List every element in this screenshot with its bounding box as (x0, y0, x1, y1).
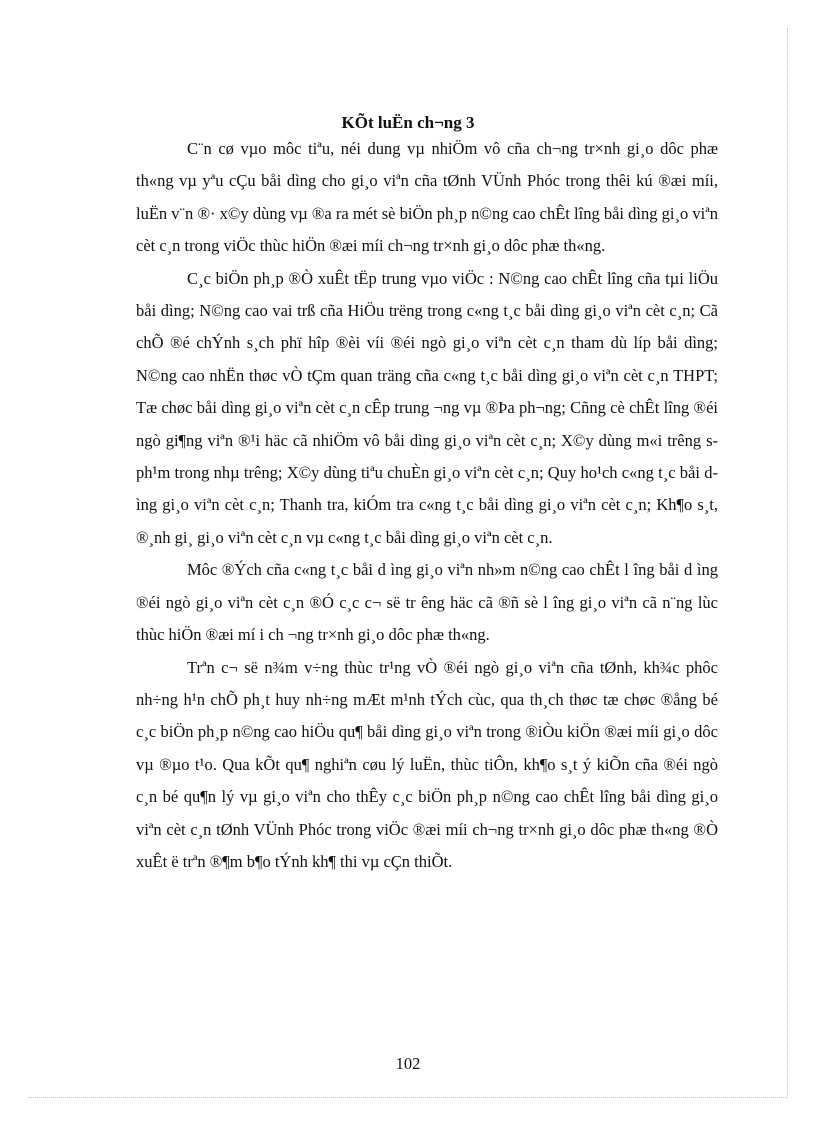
paragraph-2: C¸c biÖn ph¸p ®Ò xuÊt tËp trung vµo viÖc : N©ng cao chÊt lîng cña tµi liÖu båi dìng; N©ng cao vai trß cña HiÖu trëng trong c«ng t¸c båi dìng gi¸o viªn cèt c¸n; Cã chÕ ®é chÝnh s¸ch phï hîp ®èi víi ®éi ngò gi¸o viªn cèt c¸n tham dù líp båi dìng; N©ng cao nhËn thøc vÒ tÇm quan träng cña c«ng t¸c båi dìng gi¸o viªn cèt c¸n THPT; Tæ chøc båi dìng gi¸o viªn cèt c¸n cÊp trung ¬ng vµ ®Þa ph¬ng; Cñng cè chÊt lîng ®éi ngò gi¶ng viªn ®¹i häc cã nhiÖm vô båi dìng gi¸o viªn cèt c¸n; X©y dùng m«i trêng s ph¹m trong nhµ trêng; X©y dùng tiªu chuÈn gi¸o viªn cèt c¸n; Quy ho¹ch c«ng t¸c båi dìng gi¸o viªn cèt c¸n; Thanh tra, kiÓm tra c«ng t¸c båi dìng gi¸o viªn cèt c¸n; Kh¶o s¸t, ®¸nh gi¸ gi¸o viªn cèt c¸n vµ c«ng t¸c båi dìng gi¸o viªn cèt c¸n. (136, 268, 718, 547)
paragraph-4: Trªn c¬ së n¾m v÷ng thùc tr¹ng vÒ ®éi ngò gi¸o viªn cña tØnh, kh¾c phôc nh÷ng h¹n chÕ ph¸t huy nh÷ng mÆt m¹nh tÝch cùc, qua th¸ch thøc tæ chøc ®ång bé c¸c biÖn ph¸p n©ng cao hiÖu qu¶ båi dìng gi¸o viªn trong ®iÒu kiÖn ®æi míi gi¸o dôc vµ ®µo t¹o. Qua kÕt qu¶ nghiªn cøu lý luËn, thùc tiÔn, kh¶o s¸t ý kiÕn cña ®éi ngò c¸n bé qu¶n lý vµ gi¸o viªn cho thÊy c¸c biÖn ph¸p n©ng cao chÊt lîng båi dìng gi¸o viªn cèt c¸n tØnh VÜnh Phóc trong viÖc ®æi míi ch¬ng tr×nh gi¸o dôc phæ th«ng ®Ò xuÊt ë trªn ®¶m b¶o tÝnh kh¶ thi vµ cÇn thiÕt. (136, 657, 718, 871)
page-number: 102 (395, 1054, 421, 1073)
document-body (136, 133, 718, 878)
paragraph-3: Môc ®Ých cña c«ng t¸c båi d ìng gi¸o viªn nh»m n©ng cao chÊt l îng båi d ìng ®éi ngò gi¸o viªn cèt c¸n ®Ó c¸c c¬ së tr êng häc cã ®ñ sè l îng gi¸o viªn cã n¨ng lùc thùc hiÖn ®æi mí i ch ¬ng tr×nh gi¸o dôc phæ th«ng. (136, 560, 718, 645)
chapter-conclusion-title: KÕt luËn ch¬ng 3 (341, 113, 475, 133)
paragraph-1: C¨n cø vµo môc tiªu, néi dung vµ nhiÖm vô cña ch¬ng tr×nh gi¸o dôc phæ th«ng vµ yªu cÇu båi dìng cho gi¸o viªn cña tØnh VÜnh Phóc trong thêi kú ®æi míi, luËn v¨n ®· x©y dùng vµ ®a ra mét sè biÖn ph¸p n©ng cao chÊt lîng båi dìng gi¸o viªn cèt c¸n trong viÖc thùc hiÖn ®æi míi ch¬ng tr×nh gi¸o dôc phæ th«ng. (136, 139, 718, 256)
